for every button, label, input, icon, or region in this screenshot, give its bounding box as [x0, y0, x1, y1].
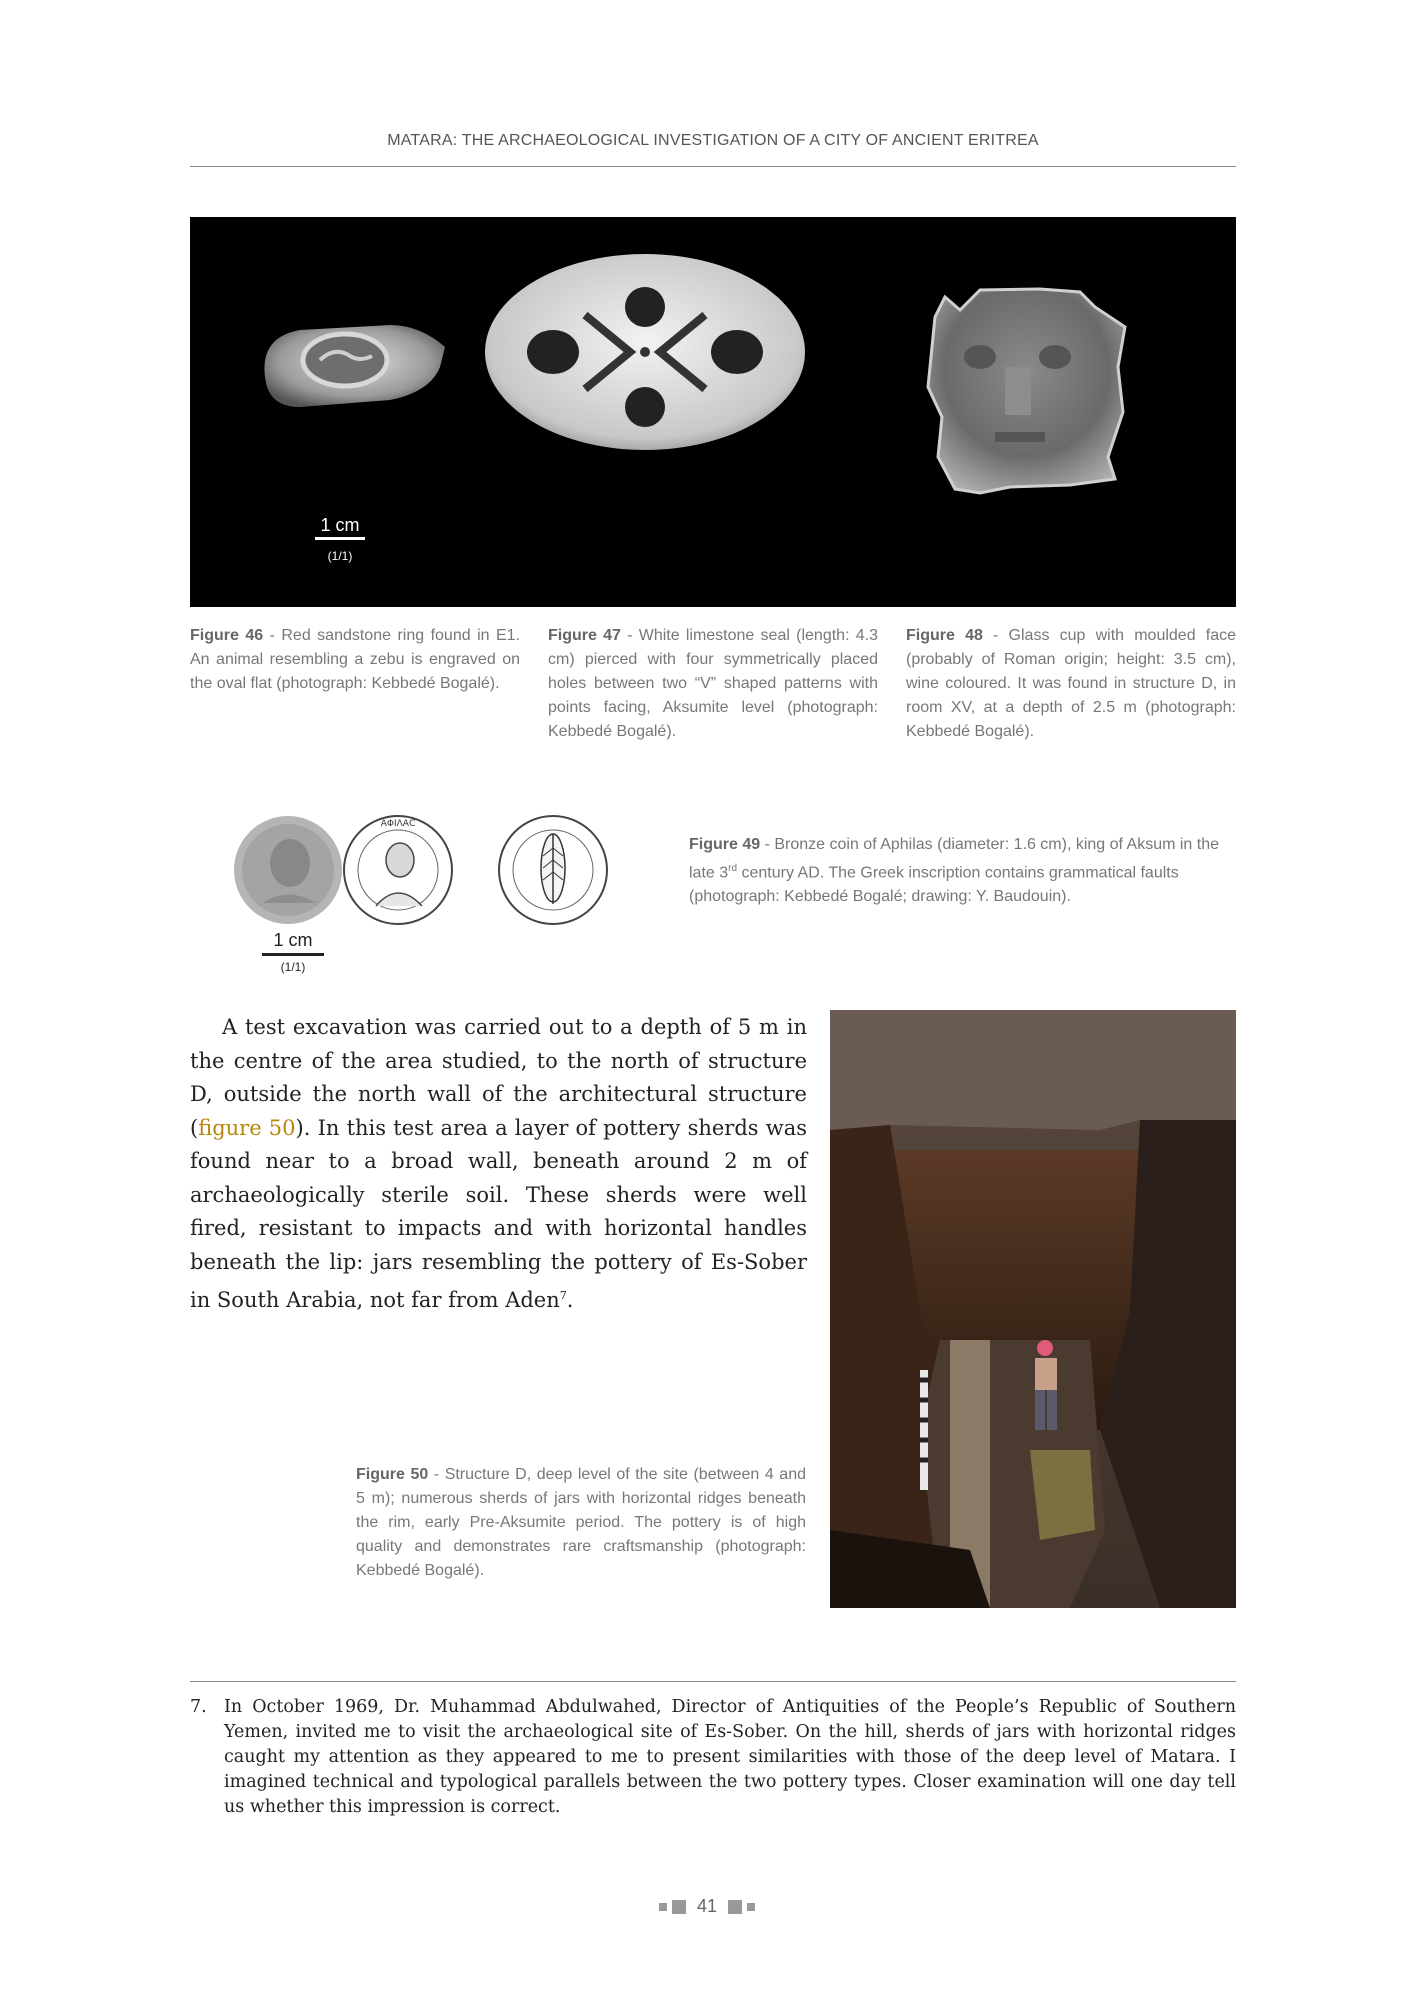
caption-text: - White limestone seal (length: 4.3 cm) pierced with four symmetrically placed holes between two “V” shaped patterns with points facing, Aksumite level (photograph: Kebbedé Bogalé).	[548, 627, 878, 740]
seal-photo-fig47	[485, 254, 805, 450]
coin-drawing-reverse	[499, 816, 607, 924]
page-number: 41	[696, 1896, 718, 1916]
body-paragraph	[190, 1011, 807, 1318]
glass-cup-photo-fig48	[928, 289, 1125, 493]
caption-label: Figure 50	[356, 1466, 429, 1483]
caption-figure-48	[906, 624, 1236, 744]
caption-text: - Glass cup with moulded face (probably of Roman origin; height: 3.5 cm), wine coloured. It was found in structure D, in room XV, at a depth of 2.5 m (photograph: Kebbedé Bogalé).	[906, 627, 1237, 740]
coin-figure-49	[228, 808, 628, 998]
body-text-b: ). In this test area a layer of pottery sherds was found near to a broad wall, beneath around 2 m of archaeologically sterile soil. These sherds were well fired, resistant to impacts and with horizontal handles beneath the lip: jars resembling the pottery of Es-Sober in South Arabia, not far from Aden	[190, 1115, 808, 1312]
caption-figure-47	[548, 624, 878, 744]
caption-label: Figure 47	[548, 627, 621, 644]
body-text-c: .	[566, 1288, 574, 1312]
caption-figure-46	[190, 624, 520, 696]
excavation-photo-fig50	[830, 1010, 1236, 1608]
caption-superscript: rd	[728, 863, 738, 874]
scale-label-coin: 1 cm	[273, 930, 313, 950]
caption-text: - Red sandstone ring found in E1. An animal resembling a zebu is engraved on the oval flat (photograph: Kebbedé Bogalé).	[190, 627, 520, 692]
caption-figure-50	[356, 1463, 806, 1583]
coin-artwork	[228, 808, 628, 938]
footnote-ref-7[interactable]: 7	[559, 1289, 567, 1302]
excavation-artwork	[830, 1010, 1236, 1608]
caption-text: - Structure D, deep level of the site (between 4 and 5 m); numerous sherds of jars with horizontal ridges beneath the rim, early Pre-Aksumite period. The pottery is of high quality and demonstrates rare craftsmanship (photograph: Kebbedé Bogalé).	[356, 1466, 806, 1579]
svg-text:ΑΦΙΛΑϹ: ΑΦΙΛΑϹ	[380, 819, 416, 829]
caption-label: Figure 46	[190, 627, 264, 644]
header-rule	[190, 166, 1236, 167]
ornament-square	[747, 1903, 755, 1911]
scale-label-top: 1 cm	[320, 515, 360, 535]
scale-ratio-coin: (1/1)	[280, 960, 306, 974]
caption-text-b: century AD. The Greek inscription contains grammatical faults (photograph: Kebbedé Bogalé; drawing: Y. Baudouin).	[689, 864, 1179, 906]
ornament-square	[659, 1903, 667, 1911]
footnote-rule	[190, 1681, 1236, 1682]
page-number-block	[0, 1896, 1414, 1917]
photo-panel-artwork	[190, 217, 1236, 607]
scale-bar-line	[262, 953, 324, 956]
figure-50-link[interactable]: figure 50	[198, 1115, 296, 1140]
photo-panel-figures-46-48	[190, 217, 1236, 607]
scale-ratio-top: (1/1)	[327, 549, 353, 563]
caption-figure-49	[689, 833, 1236, 909]
coin-drawing-obverse	[344, 816, 452, 924]
caption-text-a: - Bronze coin of Aphilas (diameter: 1.6 cm), king of Aksum in the late 3	[689, 836, 1220, 882]
scale-bar-top	[315, 515, 365, 563]
caption-label: Figure 49	[689, 836, 761, 853]
footnote-text: In October 1969, Dr. Muhammad Abdulwahed, Director of Antiquities of the People’s Republic of Southern Yemen, invited me to visit the archaeological site of Es-Sober. On the hill, sherds of jars with horizontal ridges caught my attention as they appeared to me to present similarities with those of the deep level of Matara. I imagined technical and typological parallels between the two pottery types. Closer examination will one day tell us whether this impression is correct.	[224, 1697, 1236, 1817]
ornament-square	[728, 1900, 742, 1914]
ring-photo-fig46	[264, 325, 445, 407]
coin-photo-obverse	[234, 816, 342, 924]
caption-label: Figure 48	[906, 627, 983, 644]
scale-bar-coin	[258, 930, 328, 974]
footnote-7	[190, 1695, 1236, 1820]
running-header: MATARA: THE ARCHAEOLOGICAL INVESTIGATION OF A CITY OF ANCIENT ERITREA	[387, 132, 1039, 149]
body-text-a: A test excavation was carried out to a depth of 5 m in the centre of the area studied, to the north of structure D, outside the north wall of the architectural structure (	[190, 1015, 807, 1140]
footnote-number: 7.	[190, 1697, 207, 1717]
ornament-square	[672, 1900, 686, 1914]
